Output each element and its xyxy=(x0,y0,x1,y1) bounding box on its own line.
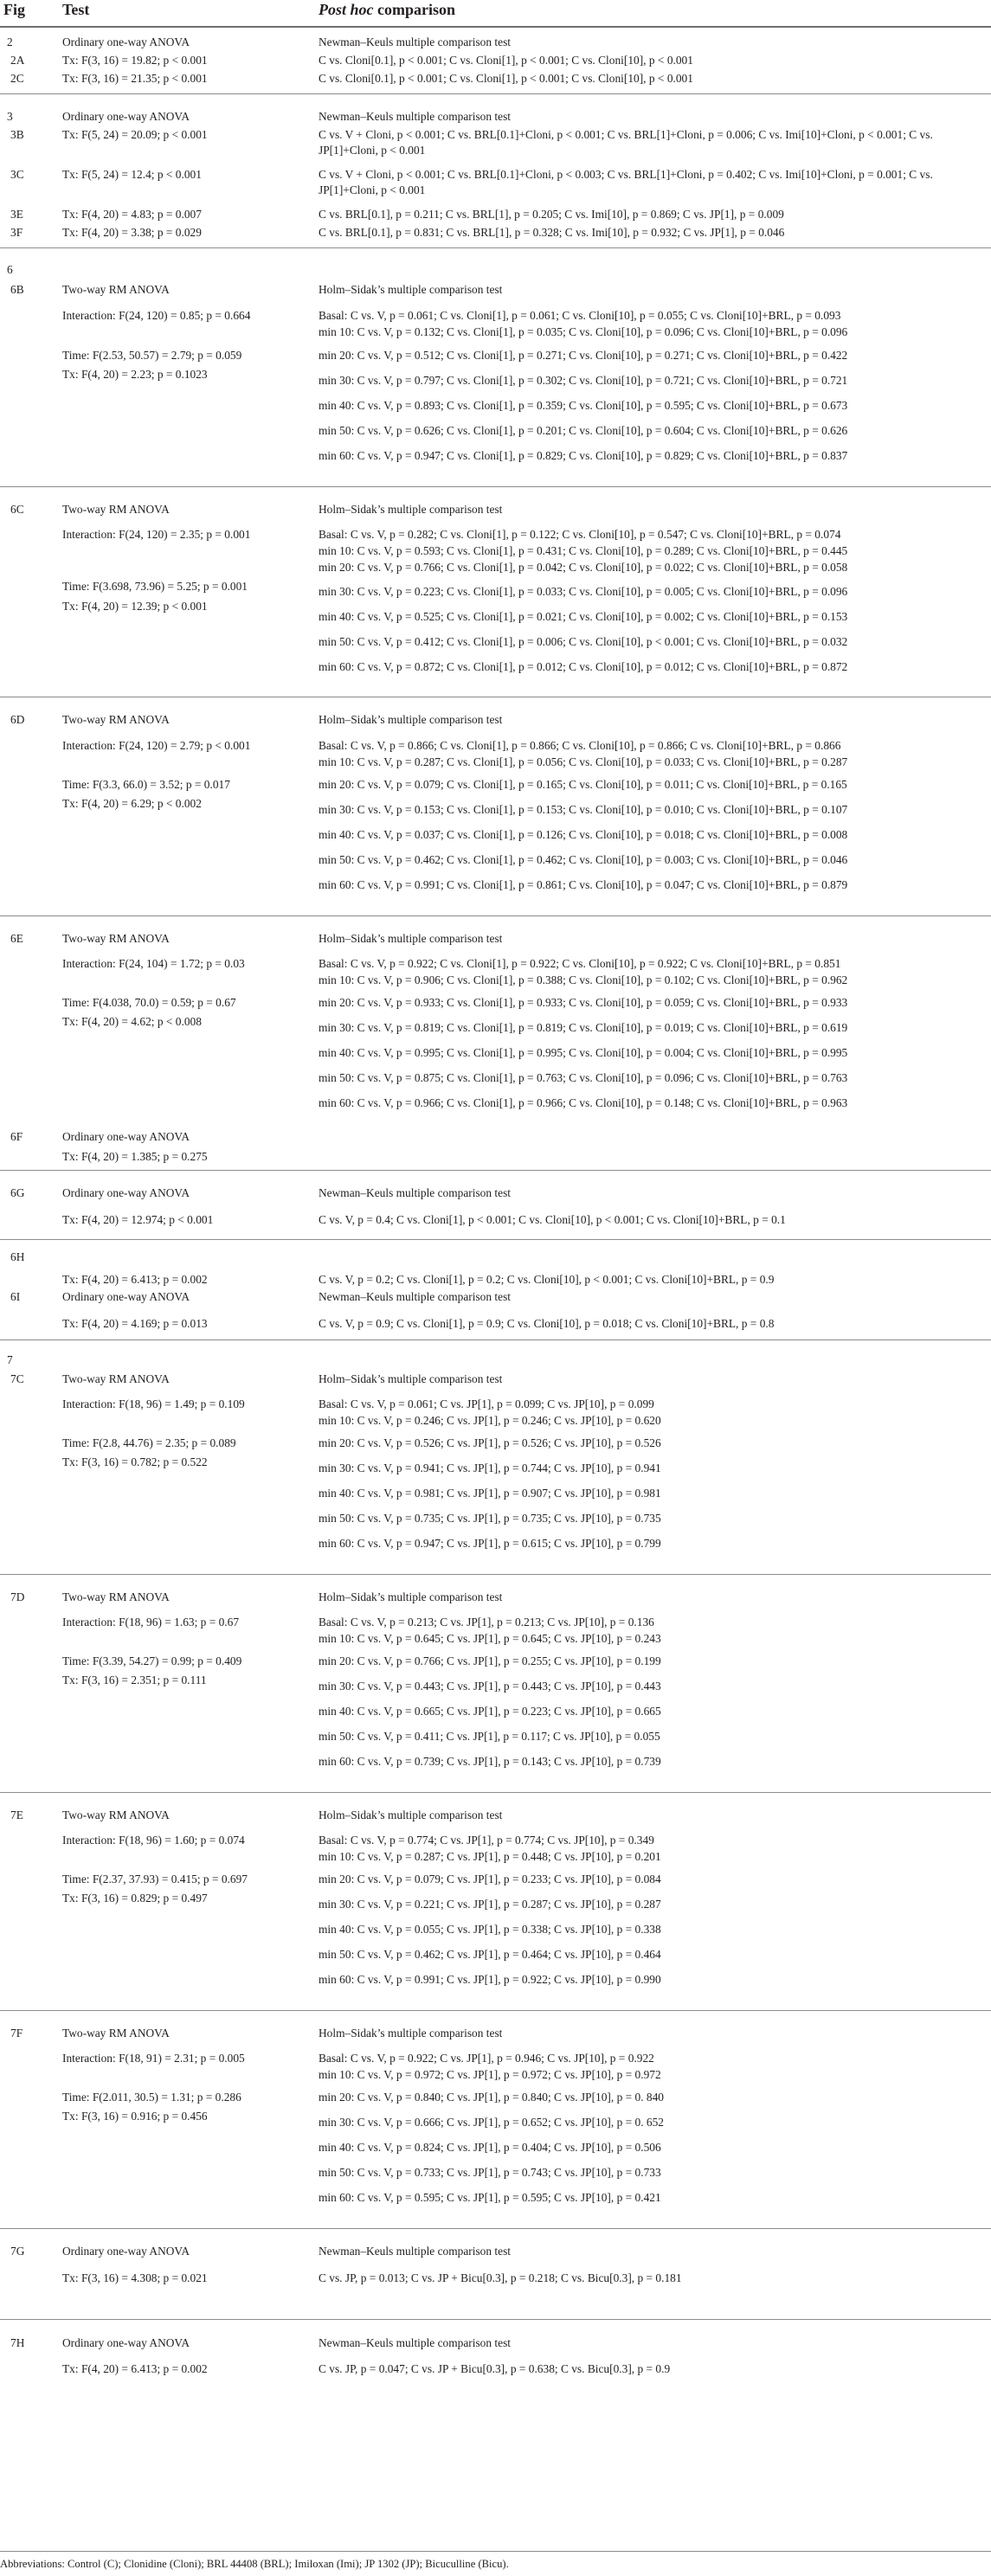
test-cell: Tx: F(3, 16) = 0.782; p = 0.522 xyxy=(62,1455,208,1468)
figure-group-label: 3 xyxy=(7,110,13,123)
figure-panel-label: 3F xyxy=(10,226,23,239)
posthoc-cell: Holm–Sidak’s multiple comparison test xyxy=(319,283,503,296)
posthoc-cell: min 10: C vs. V, p = 0.972; C vs. JP[1], p = 0.972; C vs. JP[10], p = 0.972 xyxy=(319,2068,661,2081)
row-divider xyxy=(0,93,991,94)
posthoc-cell: C vs. JP, p = 0.013; C vs. JP + Bicu[0.3], p = 0.218; C vs. Bicu[0.3], p = 0.181 xyxy=(319,2271,682,2284)
figure-panel-label: 2C xyxy=(10,72,24,85)
posthoc-cell: min 10: C vs. V, p = 0.906; C vs. Cloni[1], p = 0.388; C vs. Cloni[10], p = 0.102; C vs. Cloni[10]+BRL, p = 0.962 xyxy=(319,973,848,986)
test-cell: Interaction: F(24, 120) = 2.35; p = 0.001 xyxy=(62,528,251,541)
test-cell: Interaction: F(18, 96) = 1.60; p = 0.074 xyxy=(62,1834,245,1847)
test-cell: Tx: F(5, 24) = 20.09; p < 0.001 xyxy=(62,128,208,141)
row-divider xyxy=(0,2551,991,2552)
posthoc-cell: min 20: C vs. V, p = 0.079; C vs. JP[1], p = 0.233; C vs. JP[10], p = 0.084 xyxy=(319,1873,661,1885)
posthoc-cell: Holm–Sidak’s multiple comparison test xyxy=(319,1808,503,1821)
test-cell: Tx: F(3, 16) = 0.916; p = 0.456 xyxy=(62,2110,208,2123)
posthoc-cell: min 60: C vs. V, p = 0.991; C vs. JP[1], p = 0.922; C vs. JP[10], p = 0.990 xyxy=(319,1973,661,1986)
posthoc-cell: min 20: C vs. V, p = 0.512; C vs. Cloni[1], p = 0.271; C vs. Cloni[10], p = 0.271; C vs. Cloni[10]+BRL, p = 0.422 xyxy=(319,349,848,362)
posthoc-cell: min 10: C vs. V, p = 0.593; C vs. Cloni[1], p = 0.431; C vs. Cloni[10], p = 0.289; C vs. Cloni[10]+BRL, p = 0.445 xyxy=(319,544,848,557)
figure-panel-label: 6E xyxy=(10,932,23,945)
posthoc-cell: C vs. BRL[0.1], p = 0.211; C vs. BRL[1], p = 0.205; C vs. Imi[10], p = 0.869; C vs. JP[1], p = 0.009 xyxy=(319,208,784,221)
posthoc-cell: min 50: C vs. V, p = 0.626; C vs. Cloni[1], p = 0.201; C vs. Cloni[10], p = 0.604; C vs. Cloni[10]+BRL, p = 0.626 xyxy=(319,424,848,437)
posthoc-cell: min 50: C vs. V, p = 0.411; C vs. JP[1], p = 0.117; C vs. JP[10], p = 0.055 xyxy=(319,1730,660,1743)
posthoc-cell: Newman–Keuls multiple comparison test xyxy=(319,2245,512,2258)
row-divider xyxy=(0,486,991,487)
posthoc-cell: min 30: C vs. V, p = 0.443; C vs. JP[1], p = 0.443; C vs. JP[10], p = 0.443 xyxy=(319,1680,661,1693)
test-cell: Two-way RM ANOVA xyxy=(62,503,170,516)
figure-panel-label: 6I xyxy=(10,1290,21,1303)
test-cell: Time: F(2.8, 44.76) = 2.35; p = 0.089 xyxy=(62,1436,236,1449)
test-cell: Interaction: F(24, 120) = 0.85; p = 0.664 xyxy=(62,309,251,322)
posthoc-cell: min 10: C vs. V, p = 0.645; C vs. JP[1], p = 0.645; C vs. JP[10], p = 0.243 xyxy=(319,1632,661,1645)
abbreviations-footnote: Abbreviations: Control (C); Clonidine (Cloni); BRL 44408 (BRL); Imiloxan (Imi); JP 1302 (JP); Bicuculline (Bicu). xyxy=(0,2558,509,2570)
posthoc-cell: Basal: C vs. V, p = 0.922; C vs. JP[1], p = 0.946; C vs. JP[10], p = 0.922 xyxy=(319,2052,654,2065)
posthoc-cell: min 30: C vs. V, p = 0.221; C vs. JP[1], p = 0.287; C vs. JP[10], p = 0.287 xyxy=(319,1898,661,1911)
test-cell: Tx: F(4, 20) = 4.169; p = 0.013 xyxy=(62,1317,208,1330)
posthoc-cell: C vs. V + Cloni, p < 0.001; C vs. BRL[0.1]+Cloni, p < 0.001; C vs. BRL[1]+Cloni, p = 0.006; C vs. Imi[10]+Cloni, p < 0.001; C vs. JP[1]+Cloni, p < 0.001 xyxy=(319,128,933,157)
test-cell: Two-way RM ANOVA xyxy=(62,1808,170,1821)
test-cell: Time: F(2.011, 30.5) = 1.31; p = 0.286 xyxy=(62,2091,241,2104)
posthoc-cell: min 40: C vs. V, p = 0.525; C vs. Cloni[1], p = 0.021; C vs. Cloni[10], p = 0.002; C vs. Cloni[10]+BRL, p = 0.153 xyxy=(319,610,848,623)
row-divider xyxy=(0,26,991,28)
posthoc-cell: min 60: C vs. V, p = 0.595; C vs. JP[1], p = 0.595; C vs. JP[10], p = 0.421 xyxy=(319,2191,661,2204)
test-cell: Interaction: F(18, 96) = 1.49; p = 0.109 xyxy=(62,1397,245,1410)
posthoc-cell: min 60: C vs. V, p = 0.966; C vs. Cloni[1], p = 0.966; C vs. Cloni[10], p = 0.148; C vs. Cloni[10]+BRL, p = 0.963 xyxy=(319,1096,848,1109)
posthoc-cell: Basal: C vs. V, p = 0.866; C vs. Cloni[1], p = 0.866; C vs. Cloni[10], p = 0.866; C vs. Cloni[10]+BRL, p = 0.866 xyxy=(319,739,841,752)
posthoc-cell: Holm–Sidak’s multiple comparison test xyxy=(319,2027,503,2040)
test-cell: Ordinary one-way ANOVA xyxy=(62,110,190,123)
posthoc-cell: C vs. BRL[0.1], p = 0.831; C vs. BRL[1], p = 0.328; C vs. Imi[10], p = 0.932; C vs. JP[1], p = 0.046 xyxy=(319,226,785,239)
posthoc-cell: min 30: C vs. V, p = 0.941; C vs. JP[1], p = 0.744; C vs. JP[10], p = 0.941 xyxy=(319,1461,661,1474)
test-cell: Tx: F(4, 20) = 4.83; p = 0.007 xyxy=(62,208,202,221)
figure-panel-label: 7G xyxy=(10,2245,25,2258)
row-divider xyxy=(0,2319,991,2320)
row-divider xyxy=(0,1574,991,1575)
posthoc-cell: min 10: C vs. V, p = 0.132; C vs. Cloni[1], p = 0.035; C vs. Cloni[10], p = 0.096; C vs. Cloni[10]+BRL, p = 0.096 xyxy=(319,325,848,338)
posthoc-cell: min 40: C vs. V, p = 0.037; C vs. Cloni[1], p = 0.126; C vs. Cloni[10], p = 0.018; C vs. Cloni[10]+BRL, p = 0.008 xyxy=(319,828,848,841)
figure-panel-label: 7H xyxy=(10,2336,25,2349)
test-cell: Time: F(2.53, 50.57) = 2.79; p = 0.059 xyxy=(62,349,242,362)
test-cell: Interaction: F(18, 91) = 2.31; p = 0.005 xyxy=(62,2052,245,2065)
posthoc-cell: Newman–Keuls multiple comparison test xyxy=(319,2336,512,2349)
test-cell: Tx: F(4, 20) = 12.974; p < 0.001 xyxy=(62,1213,214,1226)
posthoc-cell: min 50: C vs. V, p = 0.412; C vs. Cloni[1], p = 0.006; C vs. Cloni[10], p < 0.001; C vs. Cloni[10]+BRL, p = 0.032 xyxy=(319,635,848,648)
posthoc-cell: min 60: C vs. V, p = 0.739; C vs. JP[1], p = 0.143; C vs. JP[10], p = 0.739 xyxy=(319,1755,661,1768)
posthoc-cell: min 40: C vs. V, p = 0.995; C vs. Cloni[1], p = 0.995; C vs. Cloni[10], p = 0.004; C vs. Cloni[10]+BRL, p = 0.995 xyxy=(319,1046,848,1059)
test-cell: Two-way RM ANOVA xyxy=(62,2027,170,2040)
row-divider xyxy=(0,2010,991,2011)
posthoc-cell: C vs. Cloni[0.1], p < 0.001; C vs. Cloni[1], p < 0.001; C vs. Cloni[10], p < 0.001 xyxy=(319,72,693,85)
posthoc-cell: min 60: C vs. V, p = 0.872; C vs. Cloni[1], p = 0.012; C vs. Cloni[10], p = 0.012; C vs. Cloni[10]+BRL, p = 0.872 xyxy=(319,660,848,673)
posthoc-cell: min 40: C vs. V, p = 0.665; C vs. JP[1], p = 0.223; C vs. JP[10], p = 0.665 xyxy=(319,1705,661,1718)
posthoc-cell: min 50: C vs. V, p = 0.462; C vs. Cloni[1], p = 0.462; C vs. Cloni[10], p = 0.003; C vs. Cloni[10]+BRL, p = 0.046 xyxy=(319,853,848,866)
posthoc-cell: C vs. V, p = 0.9; C vs. Cloni[1], p = 0.9; C vs. Cloni[10], p = 0.018; C vs. Cloni[10]+BRL, p = 0.8 xyxy=(319,1317,775,1330)
header-posthoc: Post hoc comparison xyxy=(319,1,456,18)
figure-group-label: 6 xyxy=(7,263,13,276)
posthoc-cell: Holm–Sidak’s multiple comparison test xyxy=(319,713,503,726)
posthoc-cell: min 50: C vs. V, p = 0.733; C vs. JP[1], p = 0.743; C vs. JP[10], p = 0.733 xyxy=(319,2166,661,2179)
test-cell: Two-way RM ANOVA xyxy=(62,1372,170,1385)
figure-panel-label: 6G xyxy=(10,1186,25,1199)
posthoc-cell: Basal: C vs. V, p = 0.774; C vs. JP[1], p = 0.774; C vs. JP[10], p = 0.349 xyxy=(319,1834,654,1847)
test-cell: Tx: F(3, 16) = 0.829; p = 0.497 xyxy=(62,1892,208,1905)
posthoc-cell: Newman–Keuls multiple comparison test xyxy=(319,110,512,123)
posthoc-cell: min 50: C vs. V, p = 0.875; C vs. Cloni[1], p = 0.763; C vs. Cloni[10], p = 0.096; C vs. Cloni[10]+BRL, p = 0.763 xyxy=(319,1071,848,1084)
figure-panel-label: 7E xyxy=(10,1808,23,1821)
test-cell: Time: F(3.698, 73.96) = 5.25; p = 0.001 xyxy=(62,580,248,593)
posthoc-cell: Holm–Sidak’s multiple comparison test xyxy=(319,932,503,945)
figure-panel-label: 7C xyxy=(10,1372,24,1385)
test-cell: Tx: F(4, 20) = 2.23; p = 0.1023 xyxy=(62,368,208,381)
figure-panel-label: 3E xyxy=(10,208,23,221)
posthoc-cell: Basal: C vs. V, p = 0.922; C vs. Cloni[1], p = 0.922; C vs. Cloni[10], p = 0.922; C vs. Cloni[10]+BRL, p = 0.851 xyxy=(319,957,841,970)
posthoc-cell: min 20: C vs. V, p = 0.526; C vs. JP[1], p = 0.526; C vs. JP[10], p = 0.526 xyxy=(319,1436,661,1449)
posthoc-cell: min 50: C vs. V, p = 0.735; C vs. JP[1], p = 0.735; C vs. JP[10], p = 0.735 xyxy=(319,1512,661,1525)
posthoc-cell: min 40: C vs. V, p = 0.055; C vs. JP[1], p = 0.338; C vs. JP[10], p = 0.338 xyxy=(319,1923,661,1936)
posthoc-cell: min 60: C vs. V, p = 0.947; C vs. JP[1], p = 0.615; C vs. JP[10], p = 0.799 xyxy=(319,1537,661,1550)
test-cell: Time: F(2.37, 37.93) = 0.415; p = 0.697 xyxy=(62,1873,248,1885)
posthoc-cell: C vs. Cloni[0.1], p < 0.001; C vs. Cloni[1], p < 0.001; C vs. Cloni[10], p < 0.001 xyxy=(319,54,693,67)
test-cell: Tx: F(4, 20) = 6.413; p = 0.002 xyxy=(62,2362,208,2375)
posthoc-cell: min 10: C vs. V, p = 0.246; C vs. JP[1], p = 0.246; C vs. JP[10], p = 0.620 xyxy=(319,1414,661,1427)
posthoc-cell: min 30: C vs. V, p = 0.153; C vs. Cloni[1], p = 0.153; C vs. Cloni[10], p = 0.010; C vs. Cloni[10]+BRL, p = 0.107 xyxy=(319,803,848,816)
posthoc-cell: Basal: C vs. V, p = 0.282; C vs. Cloni[1], p = 0.122; C vs. Cloni[10], p = 0.547; C vs. Cloni[10]+BRL, p = 0.074 xyxy=(319,528,841,541)
test-cell: Tx: F(4, 20) = 1.385; p = 0.275 xyxy=(62,1150,208,1163)
row-divider xyxy=(0,915,991,916)
test-cell: Ordinary one-way ANOVA xyxy=(62,2336,190,2349)
test-cell: Tx: F(4, 20) = 4.62; p < 0.008 xyxy=(62,1015,202,1028)
test-cell: Two-way RM ANOVA xyxy=(62,713,170,726)
test-cell: Ordinary one-way ANOVA xyxy=(62,2245,190,2258)
test-cell: Ordinary one-way ANOVA xyxy=(62,1186,190,1199)
posthoc-cell: Holm–Sidak’s multiple comparison test xyxy=(319,503,503,516)
test-cell: Time: F(4.038, 70.0) = 0.59; p = 0.67 xyxy=(62,996,236,1009)
posthoc-cell: Newman–Keuls multiple comparison test xyxy=(319,35,512,48)
header-test: Test xyxy=(62,1,90,18)
row-divider xyxy=(0,2228,991,2229)
figure-panel-label: 6H xyxy=(10,1250,25,1263)
posthoc-cell: min 30: C vs. V, p = 0.223; C vs. Cloni[1], p = 0.033; C vs. Cloni[10], p = 0.005; C vs. Cloni[10]+BRL, p = 0.096 xyxy=(319,585,848,598)
figure-panel-label: 3C xyxy=(10,168,24,181)
figure-panel-label: 7F xyxy=(10,2027,23,2040)
test-cell: Two-way RM ANOVA xyxy=(62,1590,170,1603)
test-cell: Tx: F(3, 16) = 19.82; p < 0.001 xyxy=(62,54,208,67)
figure-group-label: 7 xyxy=(7,1353,13,1366)
row-divider xyxy=(0,247,991,248)
test-cell: Tx: F(5, 24) = 12.4; p < 0.001 xyxy=(62,168,202,181)
figure-panel-label: 6C xyxy=(10,503,24,516)
posthoc-cell: min 20: C vs. V, p = 0.766; C vs. JP[1], p = 0.255; C vs. JP[10], p = 0.199 xyxy=(319,1654,661,1667)
posthoc-cell: Basal: C vs. V, p = 0.061; C vs. JP[1], p = 0.099; C vs. JP[10], p = 0.099 xyxy=(319,1397,654,1410)
posthoc-cell: min 30: C vs. V, p = 0.797; C vs. Cloni[1], p = 0.302; C vs. Cloni[10], p = 0.721; C vs. Cloni[10]+BRL, p = 0.721 xyxy=(319,374,848,387)
figure-panel-label: 2A xyxy=(10,54,25,67)
test-cell: Tx: F(4, 20) = 3.38; p = 0.029 xyxy=(62,226,202,239)
test-cell: Tx: F(3, 16) = 2.351; p = 0.111 xyxy=(62,1673,207,1686)
test-cell: Ordinary one-way ANOVA xyxy=(62,1130,190,1143)
test-cell: Interaction: F(18, 96) = 1.63; p = 0.67 xyxy=(62,1616,240,1628)
posthoc-cell: min 40: C vs. V, p = 0.893; C vs. Cloni[1], p = 0.359; C vs. Cloni[10], p = 0.595; C vs. Cloni[10]+BRL, p = 0.673 xyxy=(319,399,848,412)
posthoc-cell: min 20: C vs. V, p = 0.079; C vs. Cloni[1], p = 0.165; C vs. Cloni[10], p = 0.011; C vs. Cloni[10]+BRL, p = 0.165 xyxy=(319,778,847,791)
posthoc-cell: Holm–Sidak’s multiple comparison test xyxy=(319,1590,503,1603)
test-cell: Tx: F(3, 16) = 21.35; p < 0.001 xyxy=(62,72,208,85)
posthoc-cell: min 20: C vs. V, p = 0.840; C vs. JP[1], p = 0.840; C vs. JP[10], p = 0. 840 xyxy=(319,2091,665,2104)
test-cell: Tx: F(4, 20) = 6.29; p < 0.002 xyxy=(62,797,202,810)
posthoc-cell: min 10: C vs. V, p = 0.287; C vs. JP[1], p = 0.448; C vs. JP[10], p = 0.201 xyxy=(319,1850,661,1863)
posthoc-cell: Newman–Keuls multiple comparison test xyxy=(319,1186,512,1199)
row-divider xyxy=(0,1792,991,1793)
test-cell: Interaction: F(24, 120) = 2.79; p < 0.001 xyxy=(62,739,251,752)
figure-panel-label: 6F xyxy=(10,1130,23,1143)
test-cell: Time: F(3.39, 54.27) = 0.99; p = 0.409 xyxy=(62,1654,242,1667)
figure-panel-label: 6B xyxy=(10,283,24,296)
test-cell: Two-way RM ANOVA xyxy=(62,283,170,296)
figure-panel-label: 6D xyxy=(10,713,25,726)
posthoc-cell: C vs. JP, p = 0.047; C vs. JP + Bicu[0.3], p = 0.638; C vs. Bicu[0.3], p = 0.9 xyxy=(319,2362,671,2375)
test-cell: Ordinary one-way ANOVA xyxy=(62,1290,190,1303)
posthoc-cell: min 40: C vs. V, p = 0.981; C vs. JP[1], p = 0.907; C vs. JP[10], p = 0.981 xyxy=(319,1487,661,1500)
posthoc-cell: min 50: C vs. V, p = 0.462; C vs. JP[1], p = 0.464; C vs. JP[10], p = 0.464 xyxy=(319,1948,661,1961)
posthoc-cell: Basal: C vs. V, p = 0.061; C vs. Cloni[1], p = 0.061; C vs. Cloni[10], p = 0.055; C vs. Cloni[10]+BRL, p = 0.093 xyxy=(319,309,841,322)
posthoc-cell: C vs. V + Cloni, p < 0.001; C vs. BRL[0.1]+Cloni, p < 0.003; C vs. BRL[1]+Cloni, p = 0.402; C vs. Imi[10]+Cloni, p = 0.001; C vs. JP[1]+Cloni, p < 0.001 xyxy=(319,168,933,196)
figure-panel-label: 7D xyxy=(10,1590,25,1603)
test-cell: Tx: F(3, 16) = 4.308; p = 0.021 xyxy=(62,2271,208,2284)
posthoc-cell: C vs. V, p = 0.2; C vs. Cloni[1], p = 0.2; C vs. Cloni[10], p < 0.001; C vs. Cloni[10]+BRL, p = 0.9 xyxy=(319,1273,775,1286)
posthoc-cell: min 20: C vs. V, p = 0.933; C vs. Cloni[1], p = 0.933; C vs. Cloni[10], p = 0.059; C vs. Cloni[10]+BRL, p = 0.933 xyxy=(319,996,848,1009)
row-divider xyxy=(0,1339,991,1340)
posthoc-cell: Newman–Keuls multiple comparison test xyxy=(319,1290,512,1303)
posthoc-cell: min 30: C vs. V, p = 0.666; C vs. JP[1], p = 0.652; C vs. JP[10], p = 0. 652 xyxy=(319,2116,665,2129)
posthoc-cell: Basal: C vs. V, p = 0.213; C vs. JP[1], p = 0.213; C vs. JP[10], p = 0.136 xyxy=(319,1616,654,1628)
row-divider xyxy=(0,1170,991,1171)
posthoc-cell: min 20: C vs. V, p = 0.766; C vs. Cloni[1], p = 0.042; C vs. Cloni[10], p = 0.022; C vs. Cloni[10]+BRL, p = 0.058 xyxy=(319,561,848,574)
posthoc-cell: Holm–Sidak’s multiple comparison test xyxy=(319,1372,503,1385)
posthoc-cell: min 60: C vs. V, p = 0.991; C vs. Cloni[1], p = 0.861; C vs. Cloni[10], p = 0.047; C vs. Cloni[10]+BRL, p = 0.879 xyxy=(319,878,848,891)
test-cell: Tx: F(4, 20) = 6.413; p = 0.002 xyxy=(62,1273,208,1286)
posthoc-cell: min 30: C vs. V, p = 0.819; C vs. Cloni[1], p = 0.819; C vs. Cloni[10], p = 0.019; C vs. Cloni[10]+BRL, p = 0.619 xyxy=(319,1021,848,1034)
posthoc-cell: min 60: C vs. V, p = 0.947; C vs. Cloni[1], p = 0.829; C vs. Cloni[10], p = 0.829; C vs. Cloni[10]+BRL, p = 0.837 xyxy=(319,449,848,462)
header-fig: Fig xyxy=(3,1,25,18)
posthoc-cell: min 40: C vs. V, p = 0.824; C vs. JP[1], p = 0.404; C vs. JP[10], p = 0.506 xyxy=(319,2141,661,2154)
figure-panel-label: 3B xyxy=(10,128,24,141)
posthoc-cell: C vs. V, p = 0.4; C vs. Cloni[1], p < 0.001; C vs. Cloni[10], p < 0.001; C vs. Cloni[10]+BRL, p = 0.1 xyxy=(319,1213,786,1226)
row-divider xyxy=(0,1239,991,1240)
test-cell: Two-way RM ANOVA xyxy=(62,932,170,945)
posthoc-cell: min 10: C vs. V, p = 0.287; C vs. Cloni[1], p = 0.056; C vs. Cloni[10], p = 0.033; C vs. Cloni[10]+BRL, p = 0.287 xyxy=(319,755,848,768)
figure-group-label: 2 xyxy=(7,35,13,48)
test-cell: Time: F(3.3, 66.0) = 3.52; p = 0.017 xyxy=(62,778,230,791)
test-cell: Interaction: F(24, 104) = 1.72; p = 0.03 xyxy=(62,957,245,970)
test-cell: Ordinary one-way ANOVA xyxy=(62,35,190,48)
test-cell: Tx: F(4, 20) = 12.39; p < 0.001 xyxy=(62,600,208,613)
